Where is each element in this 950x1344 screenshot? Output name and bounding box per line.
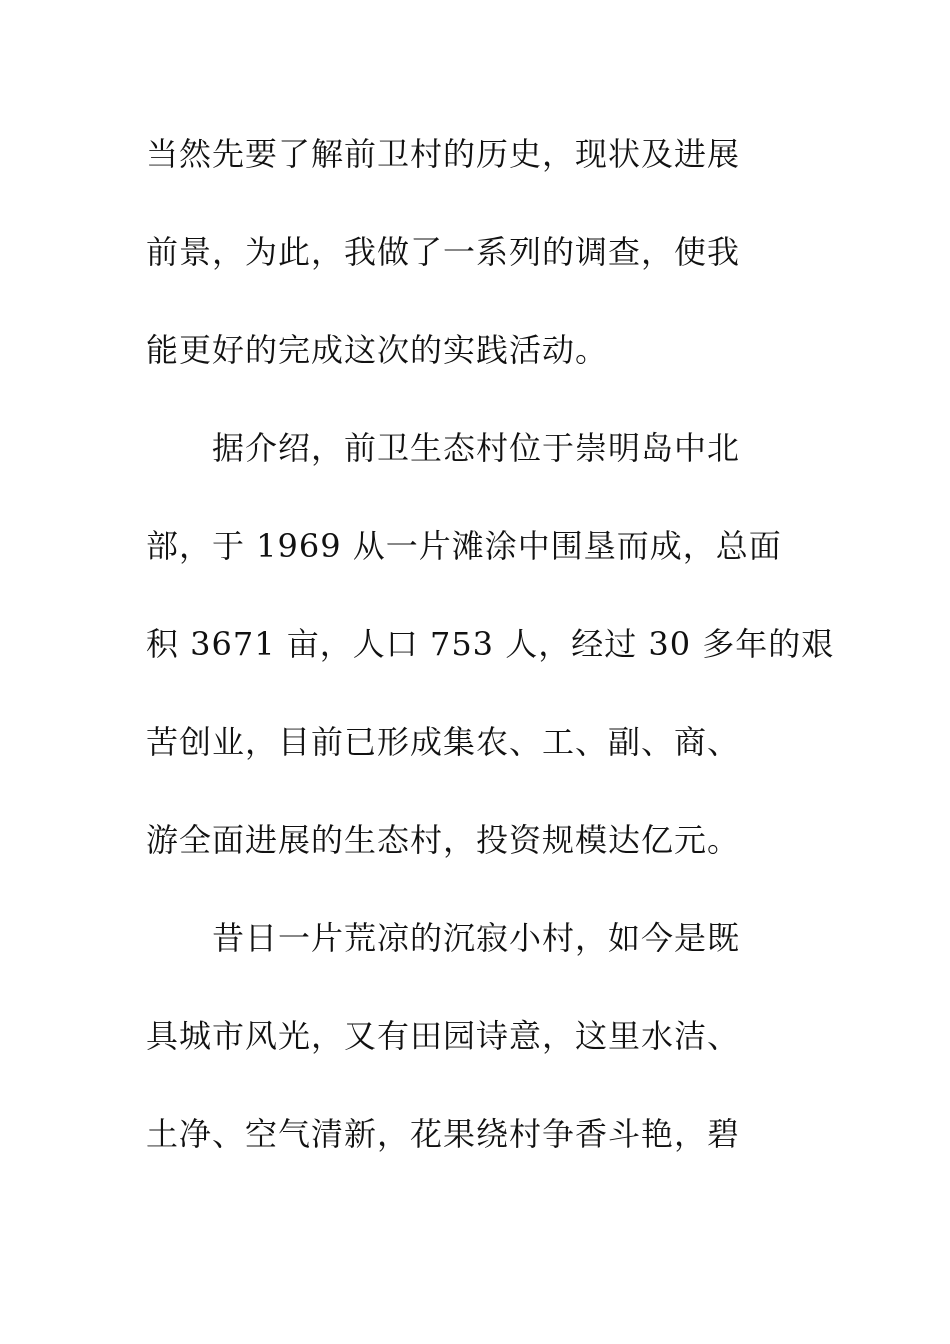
text-line: 能更好的完成这次的实践活动。	[146, 331, 609, 369]
text-line: 苦创业，目前已形成集农、工、副、商、	[146, 723, 741, 761]
text-line: 土净、空气清新，花果绕村争香斗艳，碧	[146, 1115, 741, 1153]
text-line: 游全面进展的生态村，投资规模达亿元。	[146, 821, 741, 859]
text-line: 部，于 1969 从一片滩涂中围垦而成，总面	[146, 527, 782, 565]
body-text	[146, 126, 835, 1204]
text-line: 据介绍，前卫生态村位于崇明岛中北	[146, 429, 741, 467]
text-line: 具城市风光，又有田园诗意，这里水洁、	[146, 1017, 741, 1055]
text-line: 当然先要了解前卫村的历史，现状及进展	[146, 135, 741, 173]
text-line: 前景，为此，我做了一系列的调查，使我	[146, 233, 741, 271]
text-line: 昔日一片荒凉的沉寂小村，如今是既	[146, 919, 741, 957]
text-line: 积 3671 亩，人口 753 人，经过 30 多年的艰	[146, 625, 835, 663]
